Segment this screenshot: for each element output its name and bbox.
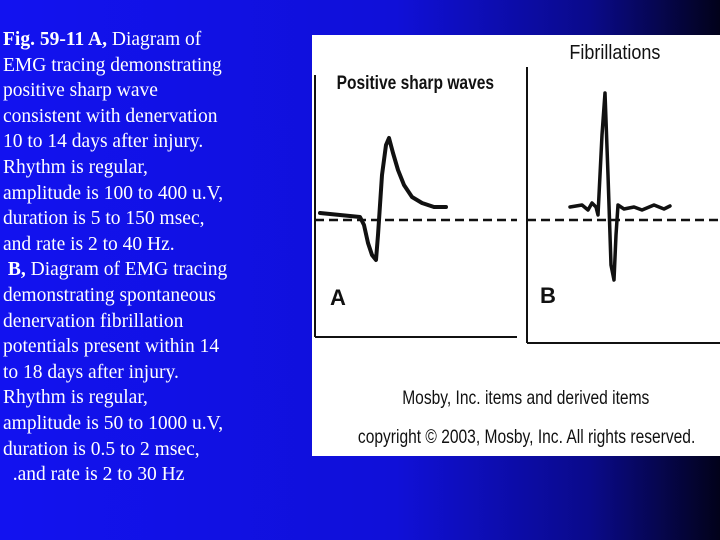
panel-a-letter: A (330, 285, 346, 310)
caption-line (3, 257, 303, 283)
caption-line: amplitude is 100 to 400 u.V, (3, 182, 224, 204)
emg-figure (312, 35, 720, 456)
panel-a-title: Positive sharp waves (336, 71, 495, 94)
caption-text: Diagram of (107, 29, 202, 50)
caption-line: duration is 5 to 150 msec, (3, 208, 205, 230)
caption-line: Rhythm is regular, (3, 156, 148, 178)
caption-line: demonstrating spontaneous (3, 284, 216, 306)
copyright-line-1: Mosby, Inc. items and derived items (402, 386, 650, 409)
caption-line: positive sharp wave (3, 80, 158, 102)
caption-line: 10 to 14 days after injury. (3, 131, 204, 153)
caption-line: consistent with denervation (3, 105, 218, 127)
caption-line: duration is 0.5 to 2 msec, (3, 438, 200, 460)
caption-bold-label: B, (3, 259, 26, 281)
caption-line: Rhythm is regular, (3, 387, 148, 409)
panel-b-title: Fibrillations (569, 42, 661, 65)
caption-line: EMG tracing demonstrating (3, 54, 222, 76)
figure-caption (3, 27, 303, 488)
caption-bold-label: Fig. 59-11 A, (3, 29, 108, 50)
emg-figure-svg (312, 35, 720, 456)
positive-sharp-wave-trace (320, 138, 446, 260)
caption-line: amplitude is 50 to 1000 u.V, (3, 412, 224, 434)
caption-line: to 18 days after injury. (3, 361, 179, 383)
caption-line: .and rate is 2 to 30 Hz (3, 464, 185, 486)
fibrillation-trace (570, 93, 670, 280)
caption-line: denervation fibrillation (3, 310, 184, 332)
caption-line: potentials present within 14 (3, 336, 220, 358)
copyright-line-2: copyright © 2003, Mosby, Inc. All rights reserved. (357, 425, 696, 448)
caption-line (3, 27, 303, 53)
caption-line: and rate is 2 to 40 Hz. (3, 233, 175, 255)
caption-text: Diagram of EMG tracing (25, 259, 228, 281)
panel-b-letter: B (540, 283, 556, 308)
